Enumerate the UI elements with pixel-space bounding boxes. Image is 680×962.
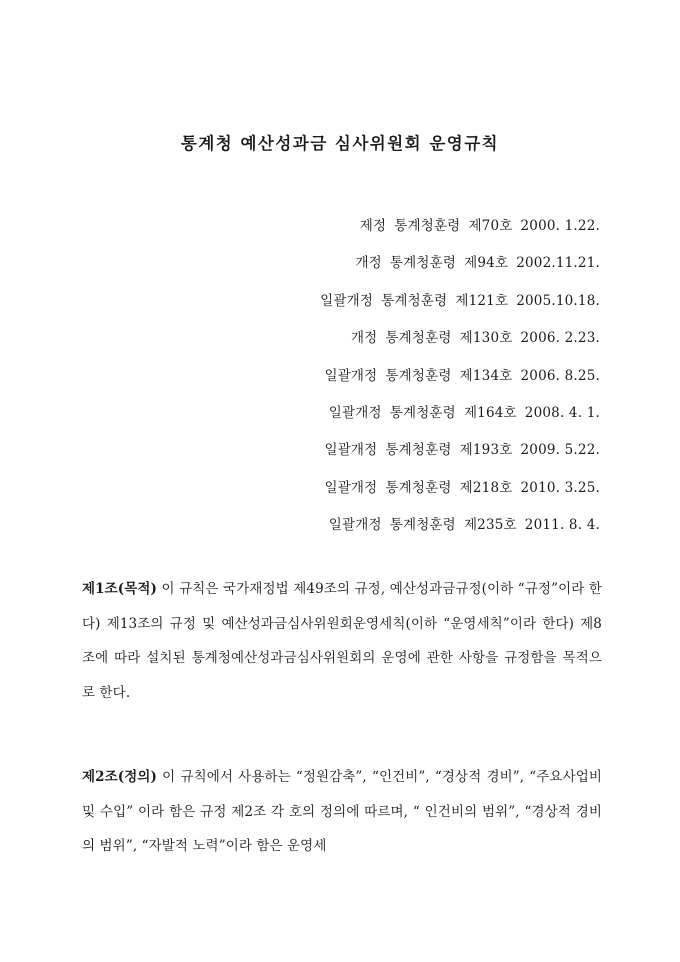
- article-heading: 제2조(정의): [82, 769, 158, 785]
- revision-entry: [160, 358, 600, 395]
- revision-issuer: 통계청훈령: [389, 404, 456, 421]
- document-title: 통계청 예산성과금 심사위원회 운영규칙: [180, 134, 500, 153]
- article-1: [82, 572, 602, 710]
- revision-entry: [160, 470, 600, 507]
- revision-date: 2009. 5.22.: [520, 442, 600, 459]
- revision-type: 일괄개정: [324, 479, 378, 496]
- revision-issuer: 통계청훈령: [389, 517, 456, 534]
- revision-entry: [160, 507, 600, 544]
- revision-issuer: 통계청훈령: [385, 367, 452, 384]
- revision-history: [160, 208, 600, 545]
- revision-number: 제94호: [464, 255, 509, 272]
- revision-number: 제235호: [463, 517, 517, 534]
- revision-date: 2006. 8.25.: [520, 367, 600, 384]
- revision-issuer: 통계청훈령: [381, 292, 448, 309]
- revision-date: 2011. 8. 4.: [524, 517, 600, 534]
- revision-entry: [160, 208, 600, 245]
- article-body: 이 규칙에서 사용하는 “정원감축”, “인건비”, “경상적 경비”, “주요사업비 및 수입” 이라 함은 규정 제2조 각 호의 정의에 따르며, “ 인건비의 범위”, “경상적 경비의 범위”, “자발적 노력”이라 함은 운영세: [82, 769, 602, 854]
- revision-type: 개정: [355, 255, 382, 272]
- revision-type: 일괄개정: [324, 367, 378, 384]
- revision-date: 2008. 4. 1.: [524, 404, 600, 421]
- revision-entry: [160, 245, 600, 282]
- revision-entry: [160, 283, 600, 320]
- revision-type: 개정: [350, 330, 378, 347]
- revision-issuer: 통계청훈령: [389, 255, 457, 272]
- revision-number: 제70호: [468, 218, 513, 234]
- revision-number: 제130호: [459, 330, 513, 347]
- revision-number: 제121호: [455, 292, 509, 309]
- revision-type: 제정: [359, 218, 387, 234]
- revision-date: 2010. 3.25.: [520, 479, 600, 496]
- revision-number: 제218호: [459, 479, 513, 496]
- article-body: 이 규칙은 국가재정법 제49조의 규정, 예산성과금규정(이하 “규정”이라 한다) 제13조의 규정 및 예산성과금심사위원회운영세칙(이하 “운영세칙”이라 한다) 제8조에 따라 설치된 통계청예산성과금심사위원회의 운영에 관한 사항을 규정함을 목적으로 한다.: [82, 581, 602, 701]
- revision-entry: [160, 320, 600, 357]
- article-2: [82, 760, 602, 864]
- revision-type: 일괄개정: [328, 517, 382, 534]
- revision-issuer: 통계청훈령: [385, 442, 452, 459]
- revision-date: 2002.11.21.: [516, 255, 600, 272]
- revision-date: 2000. 1.22.: [520, 218, 600, 234]
- revision-number: 제164호: [463, 404, 517, 421]
- revision-date: 2006. 2.23.: [520, 330, 600, 347]
- article-heading: 제1조(목적): [82, 581, 158, 597]
- revision-type: 일괄개정: [328, 404, 382, 421]
- revision-entry: [160, 432, 600, 469]
- revision-entry: [160, 395, 600, 432]
- revision-issuer: 통계청훈령: [385, 479, 452, 496]
- revision-number: 제134호: [459, 367, 513, 384]
- revision-type: 일괄개정: [320, 292, 374, 309]
- revision-type: 일괄개정: [324, 442, 378, 459]
- revision-number: 제193호: [459, 442, 513, 459]
- revision-date: 2005.10.18.: [516, 292, 600, 309]
- revision-issuer: 통계청훈령: [394, 218, 461, 234]
- revision-issuer: 통계청훈령: [385, 330, 452, 347]
